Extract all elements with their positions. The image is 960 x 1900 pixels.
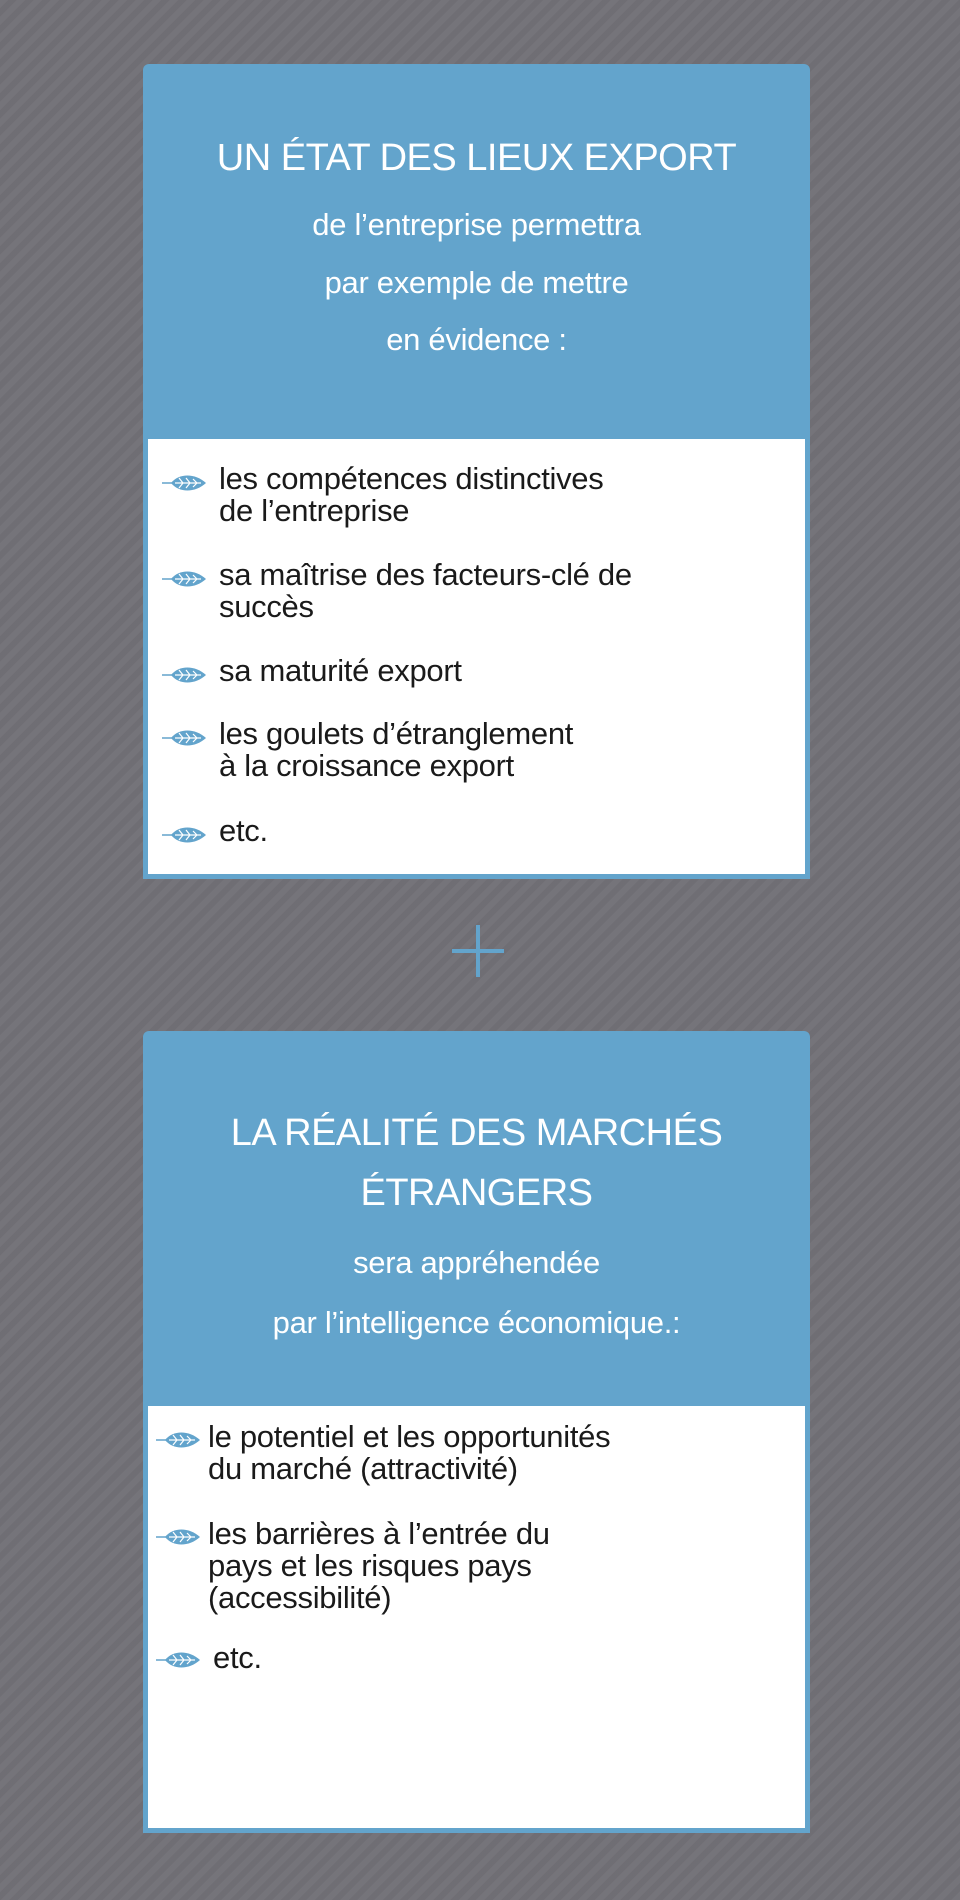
list-item	[208, 1518, 550, 1614]
card-title: UN ÉTAT DES LIEUX EXPORT	[216, 137, 737, 179]
list-item-text: les compétences distinctives	[219, 461, 604, 496]
list-item-text: sa maîtrise des facteurs-clé de	[219, 557, 632, 592]
leaf-bullet-icon	[161, 568, 207, 590]
card-body	[148, 439, 805, 874]
list-item-text: (accessibilité)	[208, 1580, 392, 1615]
list-item-text: sa maturité export	[219, 653, 462, 688]
list-item	[219, 463, 603, 527]
list-item-text: pays et les risques pays	[208, 1548, 532, 1583]
leaf-bullet-icon	[155, 1526, 201, 1548]
list-item-text: du marché (attractivité)	[208, 1451, 518, 1486]
card-subtitle-line: sera appréhendée	[353, 1245, 600, 1280]
list-item-text: les goulets d’étranglement	[219, 716, 574, 751]
leaf-bullet-icon	[155, 1649, 201, 1671]
leaf-bullet-icon	[161, 824, 207, 846]
list-item	[213, 1642, 262, 1674]
card-title-line: LA RÉALITÉ DES MARCHÉS	[230, 1112, 723, 1154]
list-item-text: les barrières à l’entrée du	[208, 1516, 550, 1551]
card-subtitle-line: par exemple de mettre	[324, 265, 629, 300]
list-item-text: etc.	[213, 1640, 262, 1675]
card-subtitle-line: par l’intelligence économique.:	[272, 1305, 681, 1340]
list-item	[219, 815, 268, 847]
leaf-bullet-icon	[161, 664, 207, 686]
list-item	[219, 655, 462, 687]
card-export-assessment	[143, 64, 810, 879]
card-body	[148, 1406, 805, 1828]
list-item-text: succès	[219, 589, 314, 624]
card-foreign-markets	[143, 1031, 810, 1833]
card-subtitle-line: de l’entreprise permettra	[312, 207, 641, 242]
list-item	[219, 718, 573, 782]
leaf-bullet-icon	[155, 1429, 201, 1451]
list-item-text: à la croissance export	[219, 748, 514, 783]
leaf-bullet-icon	[161, 727, 207, 749]
card-title-line: ÉTRANGERS	[360, 1172, 593, 1214]
plus-icon	[452, 925, 504, 977]
list-item	[219, 559, 632, 623]
card-subtitle-line: en évidence :	[386, 322, 567, 357]
list-item-text: le potentiel et les opportunités	[208, 1419, 611, 1454]
list-item-text: de l’entreprise	[219, 493, 410, 528]
list-item-text: etc.	[219, 813, 268, 848]
leaf-bullet-icon	[161, 472, 207, 494]
list-item	[208, 1421, 610, 1485]
